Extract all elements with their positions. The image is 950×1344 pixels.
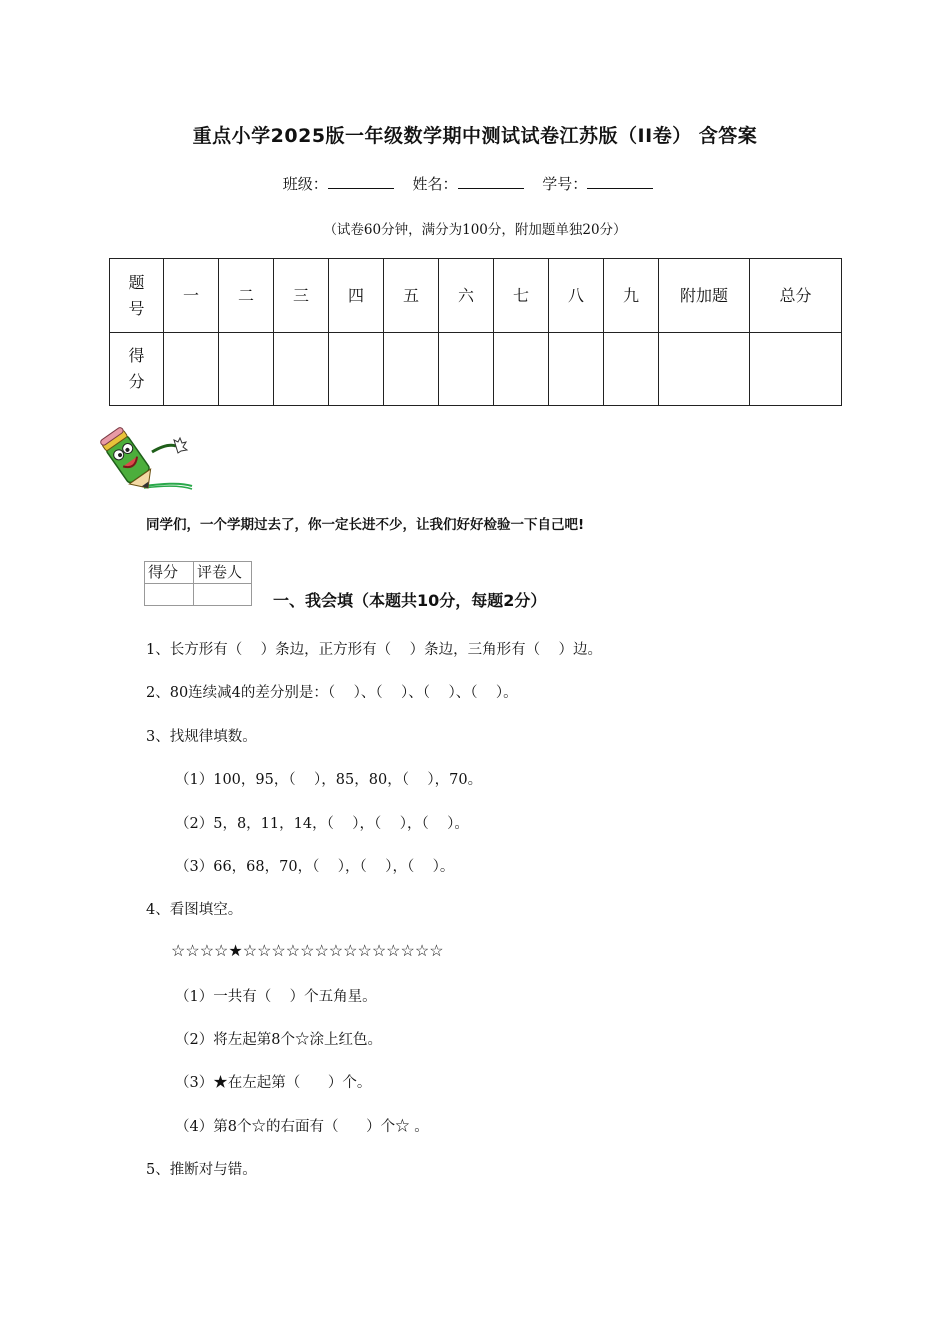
question-4: 4、看图填空。 bbox=[146, 902, 243, 918]
name-label: 姓名： bbox=[412, 175, 458, 193]
page-title: 重点小学2025版一年级数学期中测试试卷江苏版（II卷） 含答案 bbox=[192, 125, 758, 147]
score-table bbox=[109, 258, 842, 406]
question-4-1: （1）一共有（ ）个五角星。 bbox=[175, 989, 377, 1005]
score-table-header-row bbox=[110, 259, 842, 333]
star-row: ☆☆☆☆★☆☆☆☆☆☆☆☆☆☆☆☆☆☆ bbox=[171, 941, 444, 960]
class-label: 班级： bbox=[282, 175, 328, 193]
name-blank[interactable] bbox=[458, 174, 524, 189]
score-cell[interactable] bbox=[219, 333, 274, 406]
score-cell[interactable] bbox=[384, 333, 439, 406]
class-blank[interactable] bbox=[328, 174, 394, 189]
header-cell: 九 bbox=[604, 259, 659, 333]
exam-note: （试卷60分钟，满分为100分，附加题单独20分） bbox=[323, 222, 627, 238]
section-heading: 一、我会填（本题共10分，每题2分） bbox=[273, 591, 547, 610]
grader-reviewer-cell[interactable] bbox=[194, 584, 252, 606]
header-cell: 七 bbox=[494, 259, 549, 333]
header-cell: 一 bbox=[164, 259, 219, 333]
score-cell[interactable] bbox=[549, 333, 604, 406]
grader-score-label: 得分 bbox=[145, 562, 194, 584]
score-cell[interactable] bbox=[750, 333, 842, 406]
pencil-mascot-icon bbox=[100, 424, 200, 496]
question-4-3: （3）★在左起第（ ）个。 bbox=[175, 1075, 372, 1091]
header-cell: 六 bbox=[439, 259, 494, 333]
student-info-line bbox=[0, 173, 950, 194]
question-2: 2、80连续减4的差分别是：（ ）、（ ）、（ ）、（ ）。 bbox=[146, 685, 518, 701]
score-cell[interactable] bbox=[274, 333, 329, 406]
header-cell: 八 bbox=[549, 259, 604, 333]
question-3-3: （3）66，68，70，（ ），（ ），（ ）。 bbox=[175, 859, 455, 875]
question-4-4: （4）第8个☆的右面有（ ）个☆ 。 bbox=[175, 1119, 429, 1135]
question-3-1: （1）100，95，（ ），85，80，（ ），70。 bbox=[175, 772, 483, 788]
id-label: 学号： bbox=[542, 175, 588, 193]
header-cell: 五 bbox=[384, 259, 439, 333]
question-5: 5、推断对与错。 bbox=[146, 1162, 257, 1178]
header-cell: 附加题 bbox=[659, 259, 750, 333]
score-cell[interactable] bbox=[604, 333, 659, 406]
header-cell: 二 bbox=[219, 259, 274, 333]
question-1: 1、长方形有（ ）条边，正方形有（ ）条边，三角形有（ ）边。 bbox=[146, 642, 603, 658]
grader-score-cell[interactable] bbox=[145, 584, 194, 606]
grader-table bbox=[144, 561, 252, 606]
greeting-text: 同学们，一个学期过去了，你一定长进不少，让我们好好检验一下自己吧! bbox=[146, 517, 585, 533]
header-cell: 四 bbox=[329, 259, 384, 333]
header-cell: 总分 bbox=[750, 259, 842, 333]
score-cell-label: 得 分 bbox=[110, 333, 164, 406]
question-3: 3、找规律填数。 bbox=[146, 729, 257, 745]
score-cell[interactable] bbox=[659, 333, 750, 406]
score-table-score-row bbox=[110, 333, 842, 406]
score-cell[interactable] bbox=[164, 333, 219, 406]
header-cell-label: 题 号 bbox=[110, 259, 164, 333]
header-cell: 三 bbox=[274, 259, 329, 333]
question-3-2: （2）5，8，11，14，（ ），（ ），（ ）。 bbox=[175, 816, 469, 832]
score-cell[interactable] bbox=[329, 333, 384, 406]
score-cell[interactable] bbox=[439, 333, 494, 406]
id-blank[interactable] bbox=[587, 174, 653, 189]
score-cell[interactable] bbox=[494, 333, 549, 406]
question-4-2: （2）将左起第8个☆涂上红色。 bbox=[175, 1032, 382, 1048]
grader-reviewer-label: 评卷人 bbox=[194, 562, 252, 584]
